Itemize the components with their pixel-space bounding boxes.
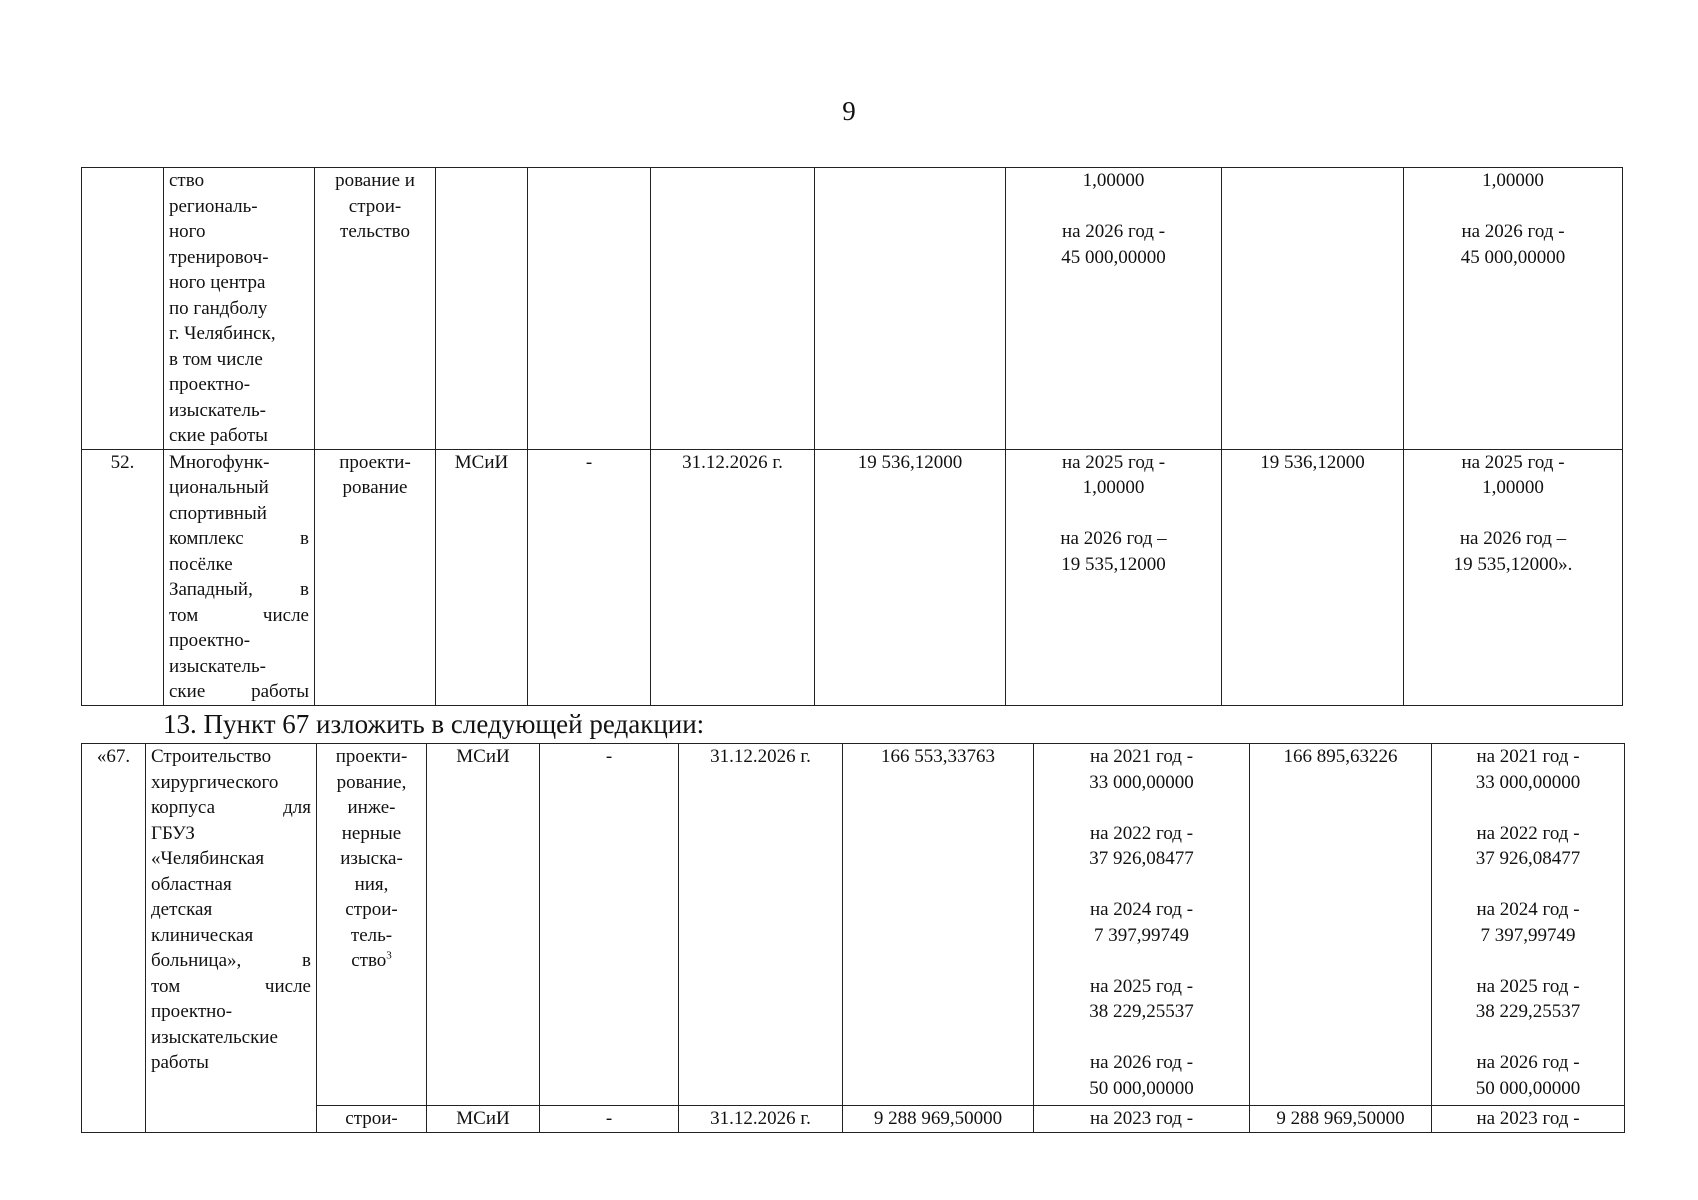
- work-type: строи-: [317, 1106, 427, 1133]
- text-line: работы: [151, 1052, 209, 1073]
- limit-cell: [1222, 168, 1404, 450]
- deadline-cell: [651, 168, 815, 450]
- object-name-cell: [146, 744, 317, 1133]
- amendment-paragraph: 13. Пункт 67 изложить в следующей редакции:: [163, 709, 705, 739]
- funding-b: на 2025 год - 1,00000 на 2026 год – 19 535,12000».: [1453, 451, 1573, 575]
- text-line: ГБУЗ: [151, 822, 195, 844]
- work-type: проекти- рование: [339, 451, 411, 498]
- customer: МСиИ: [436, 449, 528, 705]
- limit: 166 895,63226: [1250, 744, 1432, 1106]
- text-line: посёлке: [169, 553, 233, 575]
- text-line: Многофунк-: [169, 451, 270, 473]
- dash: -: [540, 1106, 679, 1133]
- work-type: проекти- рование, инже- нерные изыска- ния, строи- тель-: [335, 746, 408, 946]
- table-row: [82, 168, 1623, 450]
- cost: 166 553,33763: [843, 744, 1034, 1106]
- object-name-cell: [164, 168, 315, 450]
- cost-cell: [815, 168, 1006, 450]
- text-line: Западный, в: [169, 579, 309, 600]
- object-name: [169, 450, 309, 705]
- object-name: ство региональ- ного тренировоч- ного центра по гандболу г. Челябинск, в том числе проектно- изыскатель- ские работы: [169, 170, 276, 446]
- funding-a: на 2021 год - 33 000,00000 на 2022 год - 37 926,08477 на 2024 год - 7 397,99749 на 2025 год - 38 229,25537 на 2026 год - 50 000,00000: [1089, 746, 1194, 1099]
- limit: 9 288 969,50000: [1250, 1106, 1432, 1133]
- text-line: том числе: [151, 975, 311, 997]
- customer: МСиИ: [427, 744, 540, 1106]
- funding-b: на 2023 год -: [1432, 1106, 1625, 1133]
- funding-b-cell: [1404, 449, 1623, 705]
- customer: МСиИ: [427, 1106, 540, 1133]
- text-line: изыскательские: [151, 1026, 278, 1048]
- row-number: 52.: [82, 449, 164, 705]
- work-type-cell: [315, 449, 436, 705]
- deadline: 31.12.2026 г.: [679, 1106, 843, 1133]
- dash: -: [528, 449, 651, 705]
- object-name: [151, 744, 311, 1076]
- work-type-last: ство$^3$: [351, 949, 392, 971]
- funding-b-cell: [1432, 744, 1625, 1106]
- text-line: детская: [151, 899, 213, 920]
- text-line: больница», в: [151, 950, 311, 971]
- funding-a-cell: [1034, 744, 1250, 1106]
- objects-table-continued: [81, 167, 1623, 706]
- text-line: изыскатель-: [169, 655, 266, 677]
- text-line: клиническая: [151, 924, 254, 946]
- limit: 19 536,12000: [1222, 449, 1404, 705]
- deadline: 31.12.2026 г.: [651, 449, 815, 705]
- deadline: 31.12.2026 г.: [679, 744, 843, 1106]
- text-line: проектно-: [169, 630, 251, 651]
- text-line: том числе: [169, 604, 309, 626]
- funding-b: на 2021 год - 33 000,00000 на 2022 год - 37 926,08477 на 2024 год - 7 397,99749 на 2025 год - 38 229,25537 на 2026 год - 50 000,00000: [1475, 746, 1581, 1099]
- funding-a: на 2025 год - 1,00000 на 2026 год – 19 535,12000: [1060, 451, 1167, 575]
- text-line: спортивный: [169, 502, 267, 524]
- customer-cell: [436, 168, 528, 450]
- table-row: [82, 449, 1623, 705]
- text-line: проектно-: [151, 1001, 233, 1022]
- text-line: Строительство: [151, 746, 272, 767]
- text-line: «Челябинская: [151, 848, 265, 869]
- page-number: 9: [842, 96, 856, 126]
- text-line: областная: [151, 873, 232, 895]
- cost: 19 536,12000: [815, 449, 1006, 705]
- objects-table-67: [81, 743, 1625, 1133]
- funding-b: 1,00000 на 2026 год - 45 000,00000: [1460, 170, 1566, 268]
- funding-a-cell: [1006, 168, 1222, 450]
- table-row: [82, 744, 1625, 1106]
- number-cell: [82, 168, 164, 450]
- cost: 9 288 969,50000: [843, 1106, 1034, 1133]
- funding-b-cell: [1404, 168, 1623, 450]
- funding-a-cell: [1006, 449, 1222, 705]
- footnote-mark: 3: [386, 949, 392, 962]
- dash-cell: [528, 168, 651, 450]
- work-type: рование и строи- тельство: [335, 170, 415, 242]
- object-name-cell: [164, 449, 315, 705]
- funding-a: на 2023 год -: [1034, 1106, 1250, 1133]
- text-line: циональный: [169, 477, 269, 498]
- text-line: корпуса для: [151, 797, 311, 818]
- funding-a: 1,00000 на 2026 год - 45 000,00000: [1061, 170, 1166, 268]
- dash: -: [540, 744, 679, 1106]
- work-type-cell: [317, 744, 427, 1106]
- text-line: ские работы: [169, 681, 309, 702]
- row-number: «67.: [82, 744, 146, 1133]
- work-type-cell: [315, 168, 436, 450]
- text-line: комплекс в: [169, 528, 309, 549]
- text-line: хирургического: [151, 771, 279, 793]
